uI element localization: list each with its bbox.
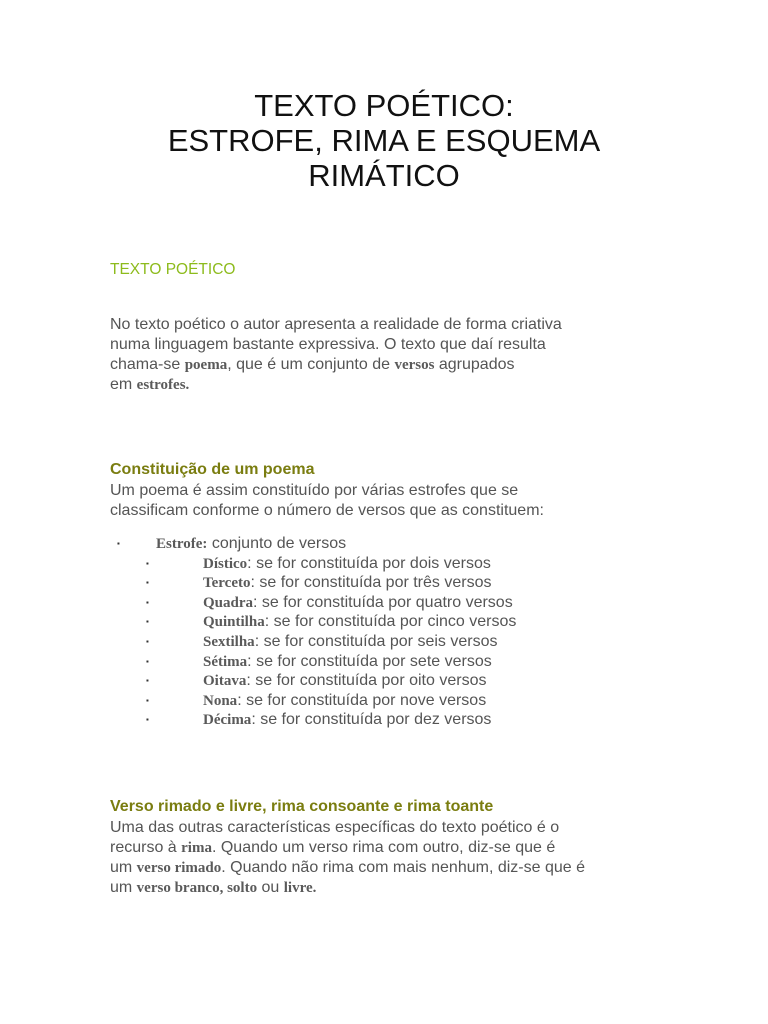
list-desc: : se for constituída por dois versos xyxy=(247,554,491,572)
list-item xyxy=(0,612,768,632)
list-term: Oitava xyxy=(203,673,247,690)
verso-line-1: Uma das outras características específicas do texto poético é o xyxy=(110,819,560,836)
list-desc: : se for constituída por oito versos xyxy=(246,672,487,690)
intro-line-4: em estrofes. xyxy=(110,376,190,393)
list-desc: : se for constituída por sete versos xyxy=(247,652,492,670)
list-item xyxy=(0,554,768,574)
bullet-icon: ▪ xyxy=(146,617,149,627)
list-item xyxy=(0,710,768,730)
list-item xyxy=(0,573,768,593)
list-desc: : se for constituída por quatro versos xyxy=(253,593,513,611)
bullet-icon: ▪ xyxy=(146,578,149,588)
section-heading-constituicao: Constituição de um poema xyxy=(110,461,315,478)
list-term: Estrofe: xyxy=(156,536,208,552)
title-line-3: RIMÁTICO xyxy=(308,158,460,193)
list-desc: : se for constituída por três versos xyxy=(250,574,492,592)
bullet-icon: ▪ xyxy=(146,656,149,666)
list-term: Nona xyxy=(203,692,238,709)
list-desc: : se for constituída por cinco versos xyxy=(264,613,517,631)
title-line-1: TEXTO POÉTICO: xyxy=(254,88,514,123)
bullet-icon: ▪ xyxy=(146,715,149,725)
list-desc: : se for constituída por nove versos xyxy=(237,691,487,709)
list-term: Sétima xyxy=(203,653,248,670)
constituicao-line-2: classificam conforme o número de versos que as constituem: xyxy=(110,502,544,519)
term-estrofes: estrofes xyxy=(136,377,186,393)
list-term: Dístico xyxy=(203,555,248,572)
title-line-2: ESTROFE, RIMA E ESQUEMA xyxy=(167,123,601,158)
list-term: Décima xyxy=(203,712,252,729)
list-term: Quintilha xyxy=(203,614,265,631)
bullet-icon: ▪ xyxy=(146,676,149,686)
verso-paragraph xyxy=(110,818,670,898)
section-heading-verso-rimado: Verso rimado e livre, rima consoante e rima toante xyxy=(110,798,494,815)
list-item xyxy=(0,632,768,652)
bullet-icon: ▪ xyxy=(146,695,149,705)
list-term: Terceto xyxy=(203,575,251,592)
intro-line-3: chama-se poema, que é um conjunto de versos agrupados xyxy=(110,356,515,373)
section-heading-texto-poetico: TEXTO POÉTICO xyxy=(110,261,236,278)
intro-line-2: numa linguagem bastante expressiva. O texto que daí resulta xyxy=(110,336,546,353)
intro-line-1: No texto poético o autor apresenta a realidade de forma criativa xyxy=(110,316,562,333)
list-term: Quadra xyxy=(203,594,254,611)
list-item xyxy=(0,671,768,691)
verso-line-4: um verso branco, solto ou livre. xyxy=(110,879,317,896)
bullet-icon: ▪ xyxy=(146,636,149,646)
list-item xyxy=(0,691,768,711)
list-item-estrofe xyxy=(0,534,768,554)
list-desc: conjunto de versos xyxy=(207,535,347,552)
term-verso-branco: verso branco xyxy=(136,880,220,896)
constituicao-paragraph xyxy=(110,481,670,521)
list-desc: : se for constituída por dez versos xyxy=(251,711,492,729)
term-verso-rimado: verso rimado xyxy=(136,860,222,876)
verso-line-2: recurso à rima. Quando um verso rima com outro, diz-se que é xyxy=(110,839,556,856)
term-solto: solto xyxy=(227,880,258,896)
term-versos: versos xyxy=(394,357,435,373)
term-livre: livre xyxy=(283,880,313,896)
term-rima: rima xyxy=(181,840,212,856)
bullet-icon: ▪ xyxy=(146,597,149,607)
list-item xyxy=(0,652,768,672)
document-title xyxy=(0,88,768,193)
term-poema: poema xyxy=(184,357,228,373)
intro-paragraph xyxy=(110,315,670,395)
estrofe-list xyxy=(0,534,768,730)
constituicao-line-1: Um poema é assim constituído por várias estrofes que se xyxy=(110,482,519,499)
list-term: Sextilha xyxy=(203,633,255,650)
bullet-icon: ▪ xyxy=(146,558,149,568)
list-desc: : se for constituída por seis versos xyxy=(254,632,498,650)
list-item xyxy=(0,593,768,613)
bullet-icon: ▪ xyxy=(117,539,120,548)
verso-line-3: um verso rimado. Quando não rima com mais nenhum, diz-se que é xyxy=(110,859,585,876)
